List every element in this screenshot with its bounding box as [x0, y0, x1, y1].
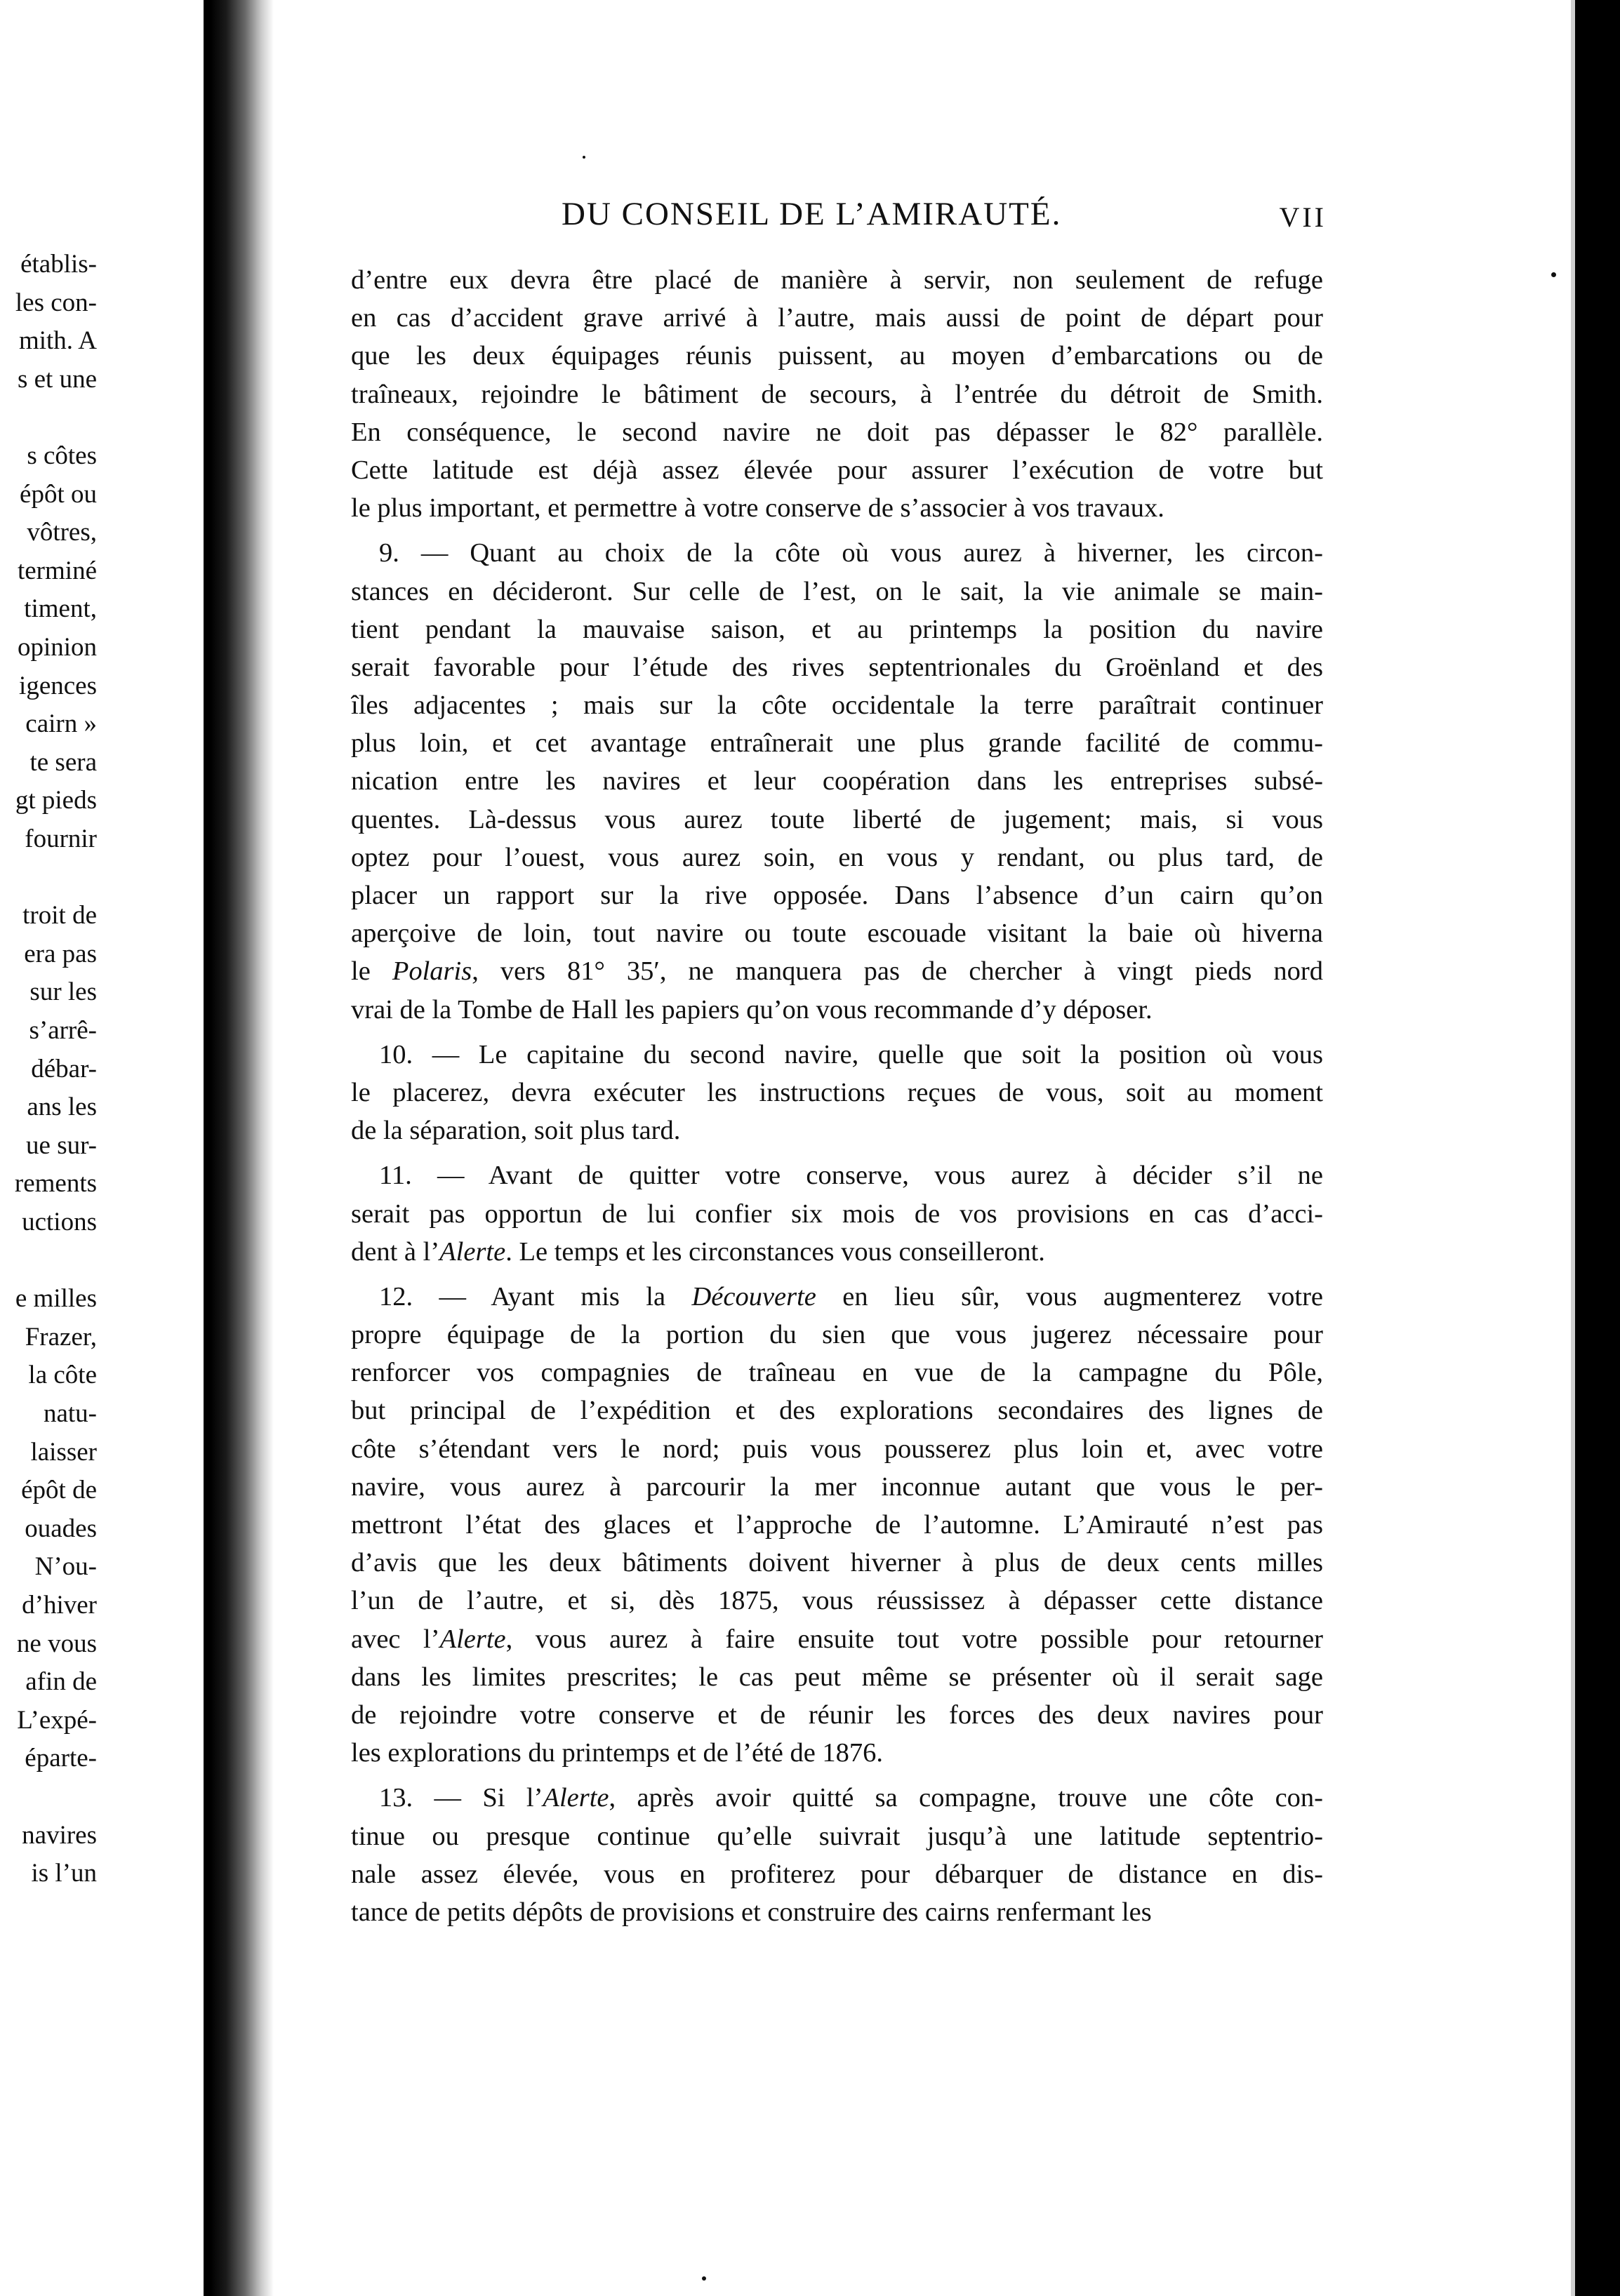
text-line: îles adjacentes ; mais sur la côte occidentale la terre paraîtrait continuer — [351, 690, 1323, 721]
text-line: En conséquence, le second navire ne doit pas dépasser le 82° parallèle. — [351, 417, 1323, 447]
text-line: nale assez élevée, vous en profiterez pour débarquer de distance en dis- — [351, 1859, 1323, 1889]
text-line: nication entre les navires et leur coopération dans les entreprises subsé- — [351, 766, 1323, 796]
facing-page-line: cairn » — [25, 709, 97, 739]
paragraph-gap — [351, 1149, 1323, 1156]
facing-page-line: sur les — [29, 977, 97, 1007]
facing-page-line: la côte — [28, 1361, 97, 1390]
text-line: renforcer vos compagnies de traîneau en vue de la campagne du Pôle, — [351, 1358, 1323, 1388]
text-line: serait pas opportun de lui confier six mois de vos provisions en cas d’acci- — [351, 1199, 1323, 1229]
facing-page-line: fournir — [25, 825, 97, 853]
facing-page-line: opinion — [17, 633, 97, 662]
text-line: mettront l’état des glaces et l’approche de l’automne. L’Amirauté n’est pas — [351, 1510, 1323, 1540]
text-line: propre équipage de la portion du sien que vous jugerez nécessaire pour — [351, 1320, 1323, 1350]
facing-page-line: igences — [19, 671, 97, 700]
text-line: d’entre eux devra être placé de manière à servir, non seulement de refuge — [351, 265, 1323, 295]
facing-page-line: terminé — [17, 556, 97, 585]
text-line: côte s’étendant vers le nord; puis vous pousserez plus loin et, avec votre — [351, 1434, 1323, 1464]
facing-page-line: ouades — [25, 1514, 97, 1543]
text-line: tance de petits dépôts de provisions et construire des cairns renfermant les — [351, 1897, 1152, 1927]
scan-speck — [1551, 272, 1556, 277]
facing-page-line: épôt de — [21, 1476, 97, 1505]
paragraph-p-10 — [351, 1036, 1323, 1150]
facing-page-line: les con- — [15, 288, 97, 317]
text-line: le plus important, et permettre à votre conserve de s’associer à vos travaux. — [351, 493, 1164, 523]
facing-page-line: ne vous — [16, 1629, 97, 1658]
paragraph-gap — [351, 1271, 1323, 1278]
text-line: 13. — Si l’Alerte, après avoir quitté sa compagne, trouve une côte con- — [379, 1783, 1323, 1813]
facing-page-fragment — [0, 0, 211, 2296]
paragraph-p-12 — [351, 1278, 1323, 1772]
facing-page-line: troit de — [22, 901, 97, 930]
paragraph-gap — [351, 1772, 1323, 1779]
text-line: d’avis que les deux bâtiments doivent hiverner à plus de deux cents milles — [351, 1548, 1323, 1578]
text-line: de la séparation, soit plus tard. — [351, 1116, 681, 1146]
text-line: avec l’Alerte, vous aurez à faire ensuite tout votre possible pour retourner — [351, 1624, 1323, 1654]
facing-page-line: L’expé- — [17, 1705, 97, 1735]
paragraph-p-intro — [351, 261, 1323, 527]
text-line: quentes. Là-dessus vous aurez toute liberté de jugement; mais, si vous — [351, 804, 1323, 834]
text-line: l’un de l’autre, et si, dès 1875, vous réussissez à dépasser cette distance — [351, 1586, 1323, 1616]
text-line: optez pour l’ouest, vous aurez soin, en vous y rendant, ou plus tard, de — [351, 842, 1323, 872]
text-line: serait favorable pour l’étude des rives septentrionales du Groënland et des — [351, 652, 1323, 682]
text-line: tient pendant la mauvaise saison, et au printemps la position du navire — [351, 614, 1323, 644]
facing-page-line: s’arrê- — [29, 1016, 97, 1045]
facing-page-line: ans les — [27, 1093, 97, 1122]
facing-page-line: afin de — [25, 1667, 97, 1697]
facing-page-line: uctions — [22, 1208, 97, 1236]
facing-page-line: ue sur- — [26, 1130, 97, 1160]
page-number: VII — [1279, 201, 1327, 233]
facing-page-line: timent, — [24, 594, 97, 624]
facing-page-line: s et une — [17, 364, 97, 394]
body-text — [351, 261, 1323, 1931]
text-line: traîneaux, rejoindre le bâtiment de secours, à l’entrée du détroit de Smith. — [351, 379, 1323, 409]
scan-border — [1575, 0, 1620, 2296]
facing-page-line: N’ou- — [34, 1552, 97, 1582]
text-line: 11. — Avant de quitter votre conserve, vous aurez à décider s’il ne — [379, 1161, 1323, 1191]
text-line: les explorations du printemps et de l’été de 1876. — [351, 1738, 884, 1768]
text-line: placer un rapport sur la rive opposée. Dans l’absence d’un cairn qu’on — [351, 881, 1323, 910]
facing-page-line: laisser — [30, 1437, 97, 1467]
text-line: que les deux équipages réunis puissent, au moyen d’embarcations ou de — [351, 341, 1323, 371]
text-line: le placerez, devra exécuter les instructions reçues de vous, soit au moment — [351, 1077, 1323, 1107]
facing-page-line: établis- — [20, 250, 97, 279]
scan-speck — [583, 156, 585, 159]
text-line: de rejoindre votre conserve et de réunir les forces des deux navires pour — [351, 1700, 1323, 1730]
paragraph-p-11 — [351, 1156, 1323, 1271]
facing-page-line: s côtes — [27, 441, 97, 470]
facing-page-line: navires — [22, 1820, 97, 1850]
facing-page-line: d’hiver — [22, 1591, 97, 1620]
paragraph-p-13 — [351, 1779, 1323, 1931]
facing-page-line: épôt ou — [20, 479, 97, 509]
facing-page-line: mith. A — [18, 326, 97, 356]
scan-speck — [702, 2276, 706, 2281]
running-title: DU CONSEIL DE L’AMIRAUTÉ. — [562, 196, 1062, 232]
text-line: en cas d’accident grave arrivé à l’autre, mais aussi de point de départ pour — [351, 303, 1323, 333]
text-line: dans les limites prescrites; le cas peut même se présenter où il serait sage — [351, 1662, 1323, 1692]
text-line: tinue ou presque continue qu’elle suivrait jusqu’à une latitude septentrio- — [351, 1821, 1323, 1851]
text-line: aperçoive de loin, tout navire ou toute escouade visitant la baie où hiverna — [351, 919, 1323, 949]
paragraph-gap — [351, 1029, 1323, 1036]
text-line: vrai de la Tombe de Hall les papiers qu’on vous recommande d’y déposer. — [351, 994, 1153, 1024]
facing-page-line: Frazer, — [25, 1322, 97, 1351]
text-line: le Polaris, vers 81° 35′, ne manquera pas de chercher à vingt pieds nord — [351, 956, 1323, 987]
text-line: 9. — Quant au choix de la côte où vous aurez à hiverner, les circon- — [379, 538, 1323, 568]
text-line: Cette latitude est déjà assez élevée pour assurer l’exécution de votre but — [351, 455, 1323, 485]
text-line: plus loin, et cet avantage entraînerait une plus grande facilité de commu- — [351, 728, 1323, 759]
text-line: 12. — Ayant mis la Découverte en lieu sûr, vous augmenterez votre — [379, 1281, 1323, 1311]
running-head — [330, 195, 1327, 237]
text-line: navire, vous aurez à parcourir la mer inconnue autant que vous le per- — [351, 1471, 1323, 1502]
facing-page-line: rements — [14, 1169, 97, 1199]
paragraph-p-9 — [351, 534, 1323, 1028]
paragraph-gap — [351, 527, 1323, 534]
facing-page-line: is l’un — [31, 1859, 97, 1888]
gutter-shadow — [211, 0, 274, 2296]
facing-page-line: e milles — [15, 1284, 97, 1314]
text-line: but principal de l’expédition et des explorations secondaires des lignes de — [351, 1396, 1323, 1426]
facing-page-line: natu- — [43, 1399, 97, 1428]
facing-page-line: débar- — [31, 1054, 97, 1083]
facing-page-line: vôtres, — [27, 518, 97, 547]
text-line: 10. — Le capitaine du second navire, quelle que soit la position où vous — [379, 1039, 1323, 1069]
facing-page-line: te sera — [29, 747, 97, 777]
text-line: dent à l’Alerte. Le temps et les circonstances vous conseilleront. — [351, 1236, 1045, 1267]
text-line: stances en décideront. Sur celle de l’est, on le sait, la vie animale se main- — [351, 576, 1323, 606]
facing-page-line: éparte- — [25, 1744, 97, 1773]
facing-page-line: gt pieds — [15, 786, 97, 815]
facing-page-line: era pas — [24, 939, 97, 968]
